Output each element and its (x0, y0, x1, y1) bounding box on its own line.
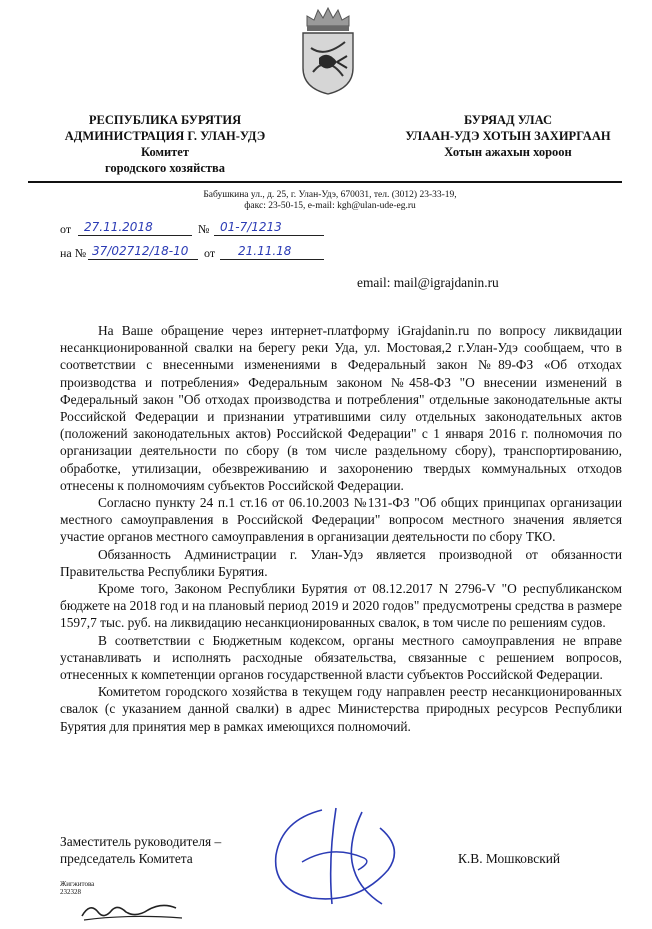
handwritten-signature (262, 800, 412, 910)
executor-phone: 232328 (60, 888, 81, 896)
address-line-2: факс: 23-50-15, e-mail: kgh@ulan-ude-eg.ru (244, 201, 416, 211)
paragraph-4: Кроме того, Законом Республики Бурятия от 08.12.2017 N 2796-V "О республиканском бюджете на 2018 год и на плановый период 2019 и 2020 годов" предусмотрены средства в размере 1597,7 тыс. руб. на ликвидацию несанкционированных свалок, в том числе по решениям судов. (60, 581, 622, 631)
number-label: № (198, 222, 210, 236)
initials-scribble (78, 898, 188, 926)
org-committee-bua: Хотын ажахын хороон (444, 145, 572, 159)
org-administration-ru: АДМИНИСТРАЦИЯ Г. УЛАН-УДЭ (64, 129, 266, 143)
paragraph-6: Комитетом городского хозяйства в текущем году направлен реестр несанкционированных свалок (с указанием данной свалки) в адрес Министерства природных ресурсов Республики Бурятия для принятия мер в рамках имеющихся полномочий. (60, 684, 622, 734)
signatory-title-line-1: Заместитель руководителя – (60, 834, 222, 849)
letter-number: 01-7/1213 (220, 220, 282, 234)
from-label: от (60, 222, 72, 236)
recipient-email: email: mail@igrajdanin.ru (357, 275, 499, 290)
org-administration-bua: УЛААН-УДЭ ХОТЫН ЗАХИРГААН (405, 129, 611, 143)
header-divider (28, 181, 622, 183)
org-department-ru: городского хозяйства (104, 161, 226, 175)
ref-date-label: от (204, 246, 216, 260)
ref-date: 21.11.18 (238, 244, 292, 258)
paragraph-5: В соответствии с Бюджетным кодексом, органы местного самоуправления не вправе устанавливать и исполнять расходные обязательства, связанные с решением вопросов, отнесенных к компетенции органов государственной власти субъектов Российской Федерации. (60, 632, 622, 683)
paragraph-1: На Ваше обращение через интернет-платформу iGrajdanin.ru по вопросу ликвидации несанкционированной свалки на берегу реки Уда, ул. Мостовая,2 г.Улан-Удэ сообщаем, что в соответствии с внесенными изменениями в Федеральный закон №89-ФЗ «Об отходах производства и потребления» Федеральным законом №458-ФЗ "О внесении изменений в Федеральный закон "Об отходах производства и потребления" отдельные законодательные акты Российской Федерации и признании утратившими силу отдельных законодательных актов (положений законодательных актов) Российской Федерации" с 1 января 2016 г. полномочия по организации деятельности по сбору (в том числе раздельному сбору), транспортированию, обработке, утилизации, обезвреживанию и захоронению твердых коммунальных отходов отнесены к полномочиям субъектов Российской Федерации. (60, 323, 622, 493)
signatory-title-line-2: председатель Комитета (60, 851, 193, 866)
ref-number: 37/02712/18-10 (92, 244, 189, 258)
letter-date: 27.11.2018 (84, 220, 153, 234)
letter-body (60, 322, 622, 735)
executor-name: Жигжитова (60, 880, 95, 888)
org-republic-bua: БУРЯАД УЛАС (463, 113, 553, 127)
signatory-name: К.В. Мошковский (458, 851, 561, 866)
coat-of-arms-emblem (297, 6, 359, 96)
ref-number-label: на № (60, 246, 87, 260)
paragraph-3: Обязанность Администрации г. Улан-Удэ является производной от обязанности Правительства Республики Бурятия. (60, 546, 622, 579)
org-republic-ru: РЕСПУБЛИКА БУРЯТИЯ (88, 113, 242, 127)
paragraph-2: Согласно пункту 24 п.1 ст.16 от 06.10.2003 №131-ФЗ "Об общих принципах организации местного самоуправления в Российской Федерации" вопросом местного значения является участие органов местного самоуправления в организации деятельности по сбору ТКО. (60, 495, 622, 545)
address-line-1: Бабушкина ул., д. 25, г. Улан-Удэ, 670031, тел. (3012) 23-33-19, (203, 190, 457, 200)
org-committee-ru: Комитет (141, 145, 189, 159)
